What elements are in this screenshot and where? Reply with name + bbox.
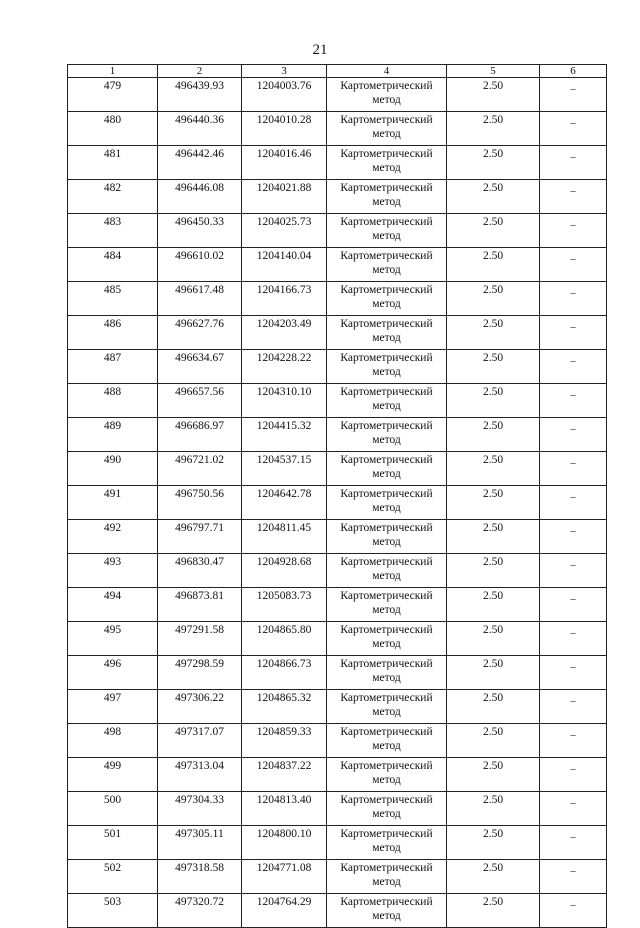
description-cell: – (540, 588, 607, 622)
y-coordinate-cell: 1204642.78 (242, 486, 327, 520)
point-number-cell: 496 (68, 656, 158, 690)
y-coordinate-cell: 1204859.33 (242, 724, 327, 758)
accuracy-cell: 2.50 (447, 758, 540, 792)
accuracy-cell: 2.50 (447, 112, 540, 146)
point-number-cell: 495 (68, 622, 158, 656)
x-coordinate-cell: 496439.93 (158, 78, 242, 112)
table-row (68, 282, 607, 316)
accuracy-cell: 2.50 (447, 452, 540, 486)
point-number-cell: 481 (68, 146, 158, 180)
method-cell: Картометрический метод (327, 554, 447, 588)
method-cell: Картометрический метод (327, 418, 447, 452)
x-coordinate-cell: 496440.36 (158, 112, 242, 146)
table-row (68, 554, 607, 588)
table-row (68, 214, 607, 248)
method-cell: Картометрический метод (327, 486, 447, 520)
point-number-cell: 502 (68, 860, 158, 894)
x-coordinate-cell: 497304.33 (158, 792, 242, 826)
y-coordinate-cell: 1204140.04 (242, 248, 327, 282)
point-number-cell: 480 (68, 112, 158, 146)
accuracy-cell: 2.50 (447, 248, 540, 282)
table-row (68, 860, 607, 894)
description-cell: – (540, 78, 607, 112)
description-cell: – (540, 724, 607, 758)
coordinates-table (67, 64, 607, 928)
description-cell: – (540, 146, 607, 180)
table-row (68, 316, 607, 350)
description-cell: – (540, 656, 607, 690)
description-cell: – (540, 826, 607, 860)
method-cell: Картометрический метод (327, 520, 447, 554)
x-coordinate-cell: 496830.47 (158, 554, 242, 588)
x-coordinate-cell: 496610.02 (158, 248, 242, 282)
method-cell: Картометрический метод (327, 384, 447, 418)
accuracy-cell: 2.50 (447, 690, 540, 724)
accuracy-cell: 2.50 (447, 180, 540, 214)
y-coordinate-cell: 1204203.49 (242, 316, 327, 350)
y-coordinate-cell: 1204813.40 (242, 792, 327, 826)
accuracy-cell: 2.50 (447, 78, 540, 112)
method-cell: Картометрический метод (327, 78, 447, 112)
method-cell: Картометрический метод (327, 112, 447, 146)
point-number-cell: 485 (68, 282, 158, 316)
point-number-cell: 494 (68, 588, 158, 622)
table-row (68, 826, 607, 860)
description-cell: – (540, 214, 607, 248)
x-coordinate-cell: 496617.48 (158, 282, 242, 316)
method-cell: Картометрический метод (327, 588, 447, 622)
method-cell: Картометрический метод (327, 792, 447, 826)
y-coordinate-cell: 1204166.73 (242, 282, 327, 316)
x-coordinate-cell: 497320.72 (158, 894, 242, 928)
accuracy-cell: 2.50 (447, 520, 540, 554)
accuracy-cell: 2.50 (447, 894, 540, 928)
y-coordinate-cell: 1204865.32 (242, 690, 327, 724)
point-number-cell: 484 (68, 248, 158, 282)
y-coordinate-cell: 1204928.68 (242, 554, 327, 588)
method-cell: Картометрический метод (327, 622, 447, 656)
y-coordinate-cell: 1204811.45 (242, 520, 327, 554)
column-header-6: 6 (540, 65, 607, 78)
x-coordinate-cell: 497306.22 (158, 690, 242, 724)
point-number-cell: 499 (68, 758, 158, 792)
y-coordinate-cell: 1204837.22 (242, 758, 327, 792)
x-coordinate-cell: 496721.02 (158, 452, 242, 486)
point-number-cell: 497 (68, 690, 158, 724)
x-coordinate-cell: 497317.07 (158, 724, 242, 758)
accuracy-cell: 2.50 (447, 486, 540, 520)
column-header-4: 4 (327, 65, 447, 78)
description-cell: – (540, 486, 607, 520)
point-number-cell: 501 (68, 826, 158, 860)
point-number-cell: 493 (68, 554, 158, 588)
column-header-1: 1 (68, 65, 158, 78)
description-cell: – (540, 350, 607, 384)
point-number-cell: 490 (68, 452, 158, 486)
table-row (68, 112, 607, 146)
method-cell: Картометрический метод (327, 452, 447, 486)
method-cell: Картометрический метод (327, 656, 447, 690)
accuracy-cell: 2.50 (447, 656, 540, 690)
point-number-cell: 503 (68, 894, 158, 928)
column-header-3: 3 (242, 65, 327, 78)
x-coordinate-cell: 496686.97 (158, 418, 242, 452)
accuracy-cell: 2.50 (447, 214, 540, 248)
accuracy-cell: 2.50 (447, 622, 540, 656)
y-coordinate-cell: 1204415.32 (242, 418, 327, 452)
table-row (68, 622, 607, 656)
point-number-cell: 486 (68, 316, 158, 350)
point-number-cell: 479 (68, 78, 158, 112)
method-cell: Картометрический метод (327, 350, 447, 384)
column-header-2: 2 (158, 65, 242, 78)
description-cell: – (540, 690, 607, 724)
description-cell: – (540, 792, 607, 826)
accuracy-cell: 2.50 (447, 792, 540, 826)
description-cell: – (540, 418, 607, 452)
y-coordinate-cell: 1205083.73 (242, 588, 327, 622)
table-row (68, 690, 607, 724)
accuracy-cell: 2.50 (447, 860, 540, 894)
x-coordinate-cell: 496797.71 (158, 520, 242, 554)
table-row (68, 350, 607, 384)
table-row (68, 724, 607, 758)
description-cell: – (540, 248, 607, 282)
method-cell: Картометрический метод (327, 248, 447, 282)
accuracy-cell: 2.50 (447, 826, 540, 860)
y-coordinate-cell: 1204537.15 (242, 452, 327, 486)
method-cell: Картометрический метод (327, 724, 447, 758)
method-cell: Картометрический метод (327, 214, 447, 248)
y-coordinate-cell: 1204764.29 (242, 894, 327, 928)
accuracy-cell: 2.50 (447, 554, 540, 588)
description-cell: – (540, 758, 607, 792)
method-cell: Картометрический метод (327, 180, 447, 214)
page-number: 21 (312, 42, 328, 58)
accuracy-cell: 2.50 (447, 724, 540, 758)
y-coordinate-cell: 1204228.22 (242, 350, 327, 384)
table-row (68, 452, 607, 486)
table-header (68, 65, 607, 78)
description-cell: – (540, 860, 607, 894)
y-coordinate-cell: 1204865.80 (242, 622, 327, 656)
table-body (68, 78, 607, 928)
point-number-cell: 489 (68, 418, 158, 452)
x-coordinate-cell: 496634.67 (158, 350, 242, 384)
x-coordinate-cell: 496450.33 (158, 214, 242, 248)
y-coordinate-cell: 1204310.10 (242, 384, 327, 418)
description-cell: – (540, 622, 607, 656)
table-row (68, 180, 607, 214)
table-row (68, 78, 607, 112)
y-coordinate-cell: 1204800.10 (242, 826, 327, 860)
description-cell: – (540, 452, 607, 486)
description-cell: – (540, 316, 607, 350)
y-coordinate-cell: 1204016.46 (242, 146, 327, 180)
point-number-cell: 500 (68, 792, 158, 826)
method-cell: Картометрический метод (327, 894, 447, 928)
y-coordinate-cell: 1204771.08 (242, 860, 327, 894)
accuracy-cell: 2.50 (447, 350, 540, 384)
y-coordinate-cell: 1204025.73 (242, 214, 327, 248)
method-cell: Картометрический метод (327, 758, 447, 792)
description-cell: – (540, 894, 607, 928)
x-coordinate-cell: 496442.46 (158, 146, 242, 180)
x-coordinate-cell: 496873.81 (158, 588, 242, 622)
table-row (68, 656, 607, 690)
x-coordinate-cell: 497318.58 (158, 860, 242, 894)
method-cell: Картометрический метод (327, 860, 447, 894)
point-number-cell: 483 (68, 214, 158, 248)
table-row (68, 758, 607, 792)
description-cell: – (540, 384, 607, 418)
x-coordinate-cell: 497313.04 (158, 758, 242, 792)
x-coordinate-cell: 496627.76 (158, 316, 242, 350)
table-row (68, 248, 607, 282)
description-cell: – (540, 282, 607, 316)
description-cell: – (540, 180, 607, 214)
table-row (68, 418, 607, 452)
y-coordinate-cell: 1204010.28 (242, 112, 327, 146)
point-number-cell: 492 (68, 520, 158, 554)
accuracy-cell: 2.50 (447, 588, 540, 622)
x-coordinate-cell: 496446.08 (158, 180, 242, 214)
method-cell: Картометрический метод (327, 826, 447, 860)
table-row (68, 146, 607, 180)
x-coordinate-cell: 497291.58 (158, 622, 242, 656)
accuracy-cell: 2.50 (447, 418, 540, 452)
method-cell: Картометрический метод (327, 316, 447, 350)
accuracy-cell: 2.50 (447, 316, 540, 350)
table-row (68, 486, 607, 520)
y-coordinate-cell: 1204866.73 (242, 656, 327, 690)
table-row (68, 894, 607, 928)
point-number-cell: 487 (68, 350, 158, 384)
method-cell: Картометрический метод (327, 282, 447, 316)
x-coordinate-cell: 496750.56 (158, 486, 242, 520)
table-row (68, 520, 607, 554)
description-cell: – (540, 112, 607, 146)
accuracy-cell: 2.50 (447, 384, 540, 418)
description-cell: – (540, 520, 607, 554)
table-row (68, 384, 607, 418)
method-cell: Картометрический метод (327, 146, 447, 180)
description-cell: – (540, 554, 607, 588)
point-number-cell: 491 (68, 486, 158, 520)
accuracy-cell: 2.50 (447, 146, 540, 180)
accuracy-cell: 2.50 (447, 282, 540, 316)
y-coordinate-cell: 1204003.76 (242, 78, 327, 112)
point-number-cell: 488 (68, 384, 158, 418)
x-coordinate-cell: 497305.11 (158, 826, 242, 860)
column-header-5: 5 (447, 65, 540, 78)
table-row (68, 588, 607, 622)
x-coordinate-cell: 497298.59 (158, 656, 242, 690)
point-number-cell: 498 (68, 724, 158, 758)
method-cell: Картометрический метод (327, 690, 447, 724)
header-row (68, 65, 607, 78)
y-coordinate-cell: 1204021.88 (242, 180, 327, 214)
point-number-cell: 482 (68, 180, 158, 214)
x-coordinate-cell: 496657.56 (158, 384, 242, 418)
table-row (68, 792, 607, 826)
